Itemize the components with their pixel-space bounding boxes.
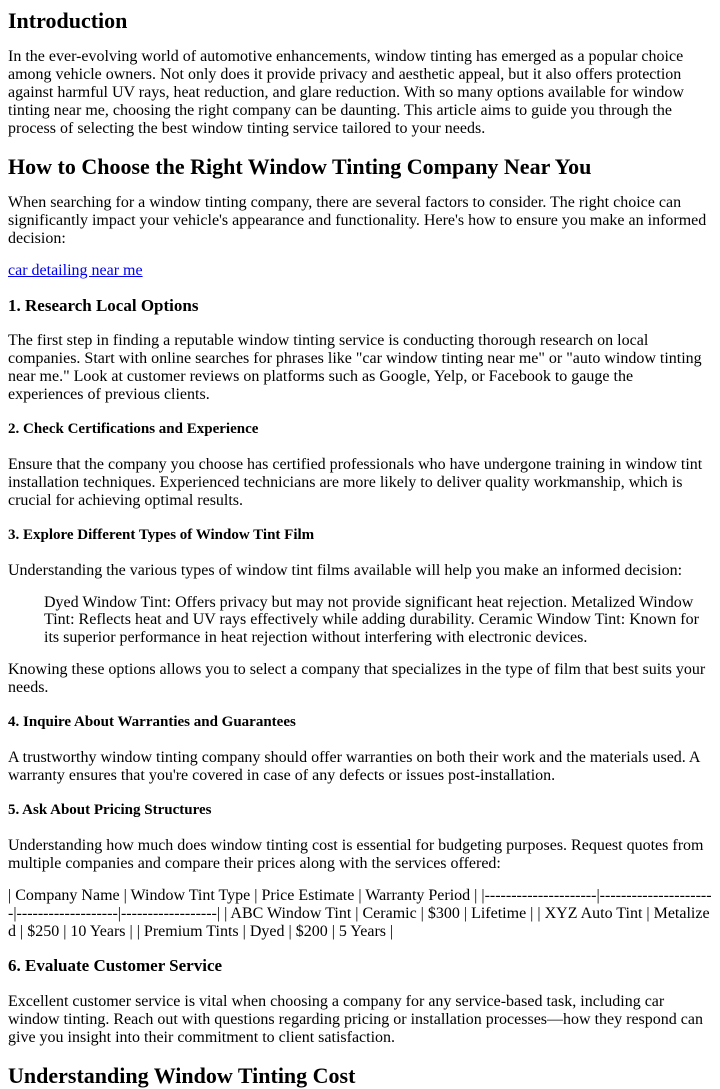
section-2-heading: 2. Check Certifications and Experience [8,420,259,437]
section-5-paragraph: Understanding how much does window tinting cost is essential for budgeting purposes. Request quotes from multiple companies and compare their prices along with the services offered: [8,836,704,872]
intro-heading: Introduction [8,8,128,33]
section-1-paragraph: The first step in finding a reputable window tinting service is conducting thorough research on local companies. Start with online searches for phrases like "car window tinting near me" or "auto window tinting near me." Look at customer reviews on platforms such as Google, Yelp, or Facebook to gauge the experiences of previous clients. [8,332,702,404]
car-detailing-link[interactable]: car detailing near me [8,262,143,280]
section-2-paragraph: Ensure that the company you choose has certified professionals who have undergone training in window tint installation techniques. Experienced technicians are more likely to deliver quality workmanship, which is crucial for achieving optimal results. [8,455,703,509]
section-5-heading: 5. Ask About Pricing Structures [8,801,212,818]
section-3-heading: 3. Explore Different Types of Window Tint Film [8,526,315,543]
tint-types-quote: Dyed Window Tint: Offers privacy but may not provide significant heat rejection. Metalized Window Tint: Reflects heat and UV rays effectively while adding durability. Ceramic Window Tint: Known for its superior performance in heat rejection without interfering with electronic devices. [44,593,699,647]
section-4-paragraph: A trustworthy window tinting company should offer warranties on both their work and the materials used. A warranty ensures that you're covered in case of any defects or issues post-installation. [8,749,700,785]
choose-heading: How to Choose the Right Window Tinting Company Near You [8,153,592,179]
section-1-heading: 1. Research Local Options [8,295,199,315]
section-3-paragraph: Understanding the various types of window tint films available will help you make an informed decision: [8,561,683,579]
intro-paragraph: In the ever-evolving world of automotive enhancements, window tinting has emerged as a popular choice among vehicle owners. Not only does it provide privacy and aesthetic appeal, but it also offers protection against harmful UV rays, heat reduction, and glare reduction. With so many options available for window tinting near me, choosing the right company can be daunting. This article aims to guide you through the process of selecting the best window tinting service tailored to your needs. [8,48,684,138]
link-paragraph [8,262,712,280]
pricing-table-text: | Company Name | Window Tint Type | Price Estimate | Warranty Period | |---------------------|----------------------|-------------------|------------------| | ABC Window Tint | Ceramic | $300 | Lifetime | | XYZ Auto Tint | Metalized | $250 | 10 Years | | Premium Tints | Dyed | $200 | 5 Years | [8,886,712,940]
section-4-heading: 4. Inquire About Warranties and Guarantees [8,714,296,731]
section-6-heading: 6. Evaluate Customer Service [8,956,223,976]
section-6-paragraph: Excellent customer service is vital when choosing a company for any service-based task, including car window tinting. Reach out with questions regarding pricing or installation processes—how they respond can give you insight into their commitment to client satisfaction. [8,992,703,1046]
article [0,8,720,1089]
choose-paragraph: When searching for a window tinting company, there are several factors to consider. The right choice can significantly impact your vehicle's appearance and functionality. Here's how to ensure you make an informed decision: [8,194,707,248]
cost-heading: Understanding Window Tinting Cost [8,1062,356,1088]
section-3-after-paragraph: Knowing these options allows you to select a company that specializes in the type of film that best suits your needs. [8,661,706,697]
